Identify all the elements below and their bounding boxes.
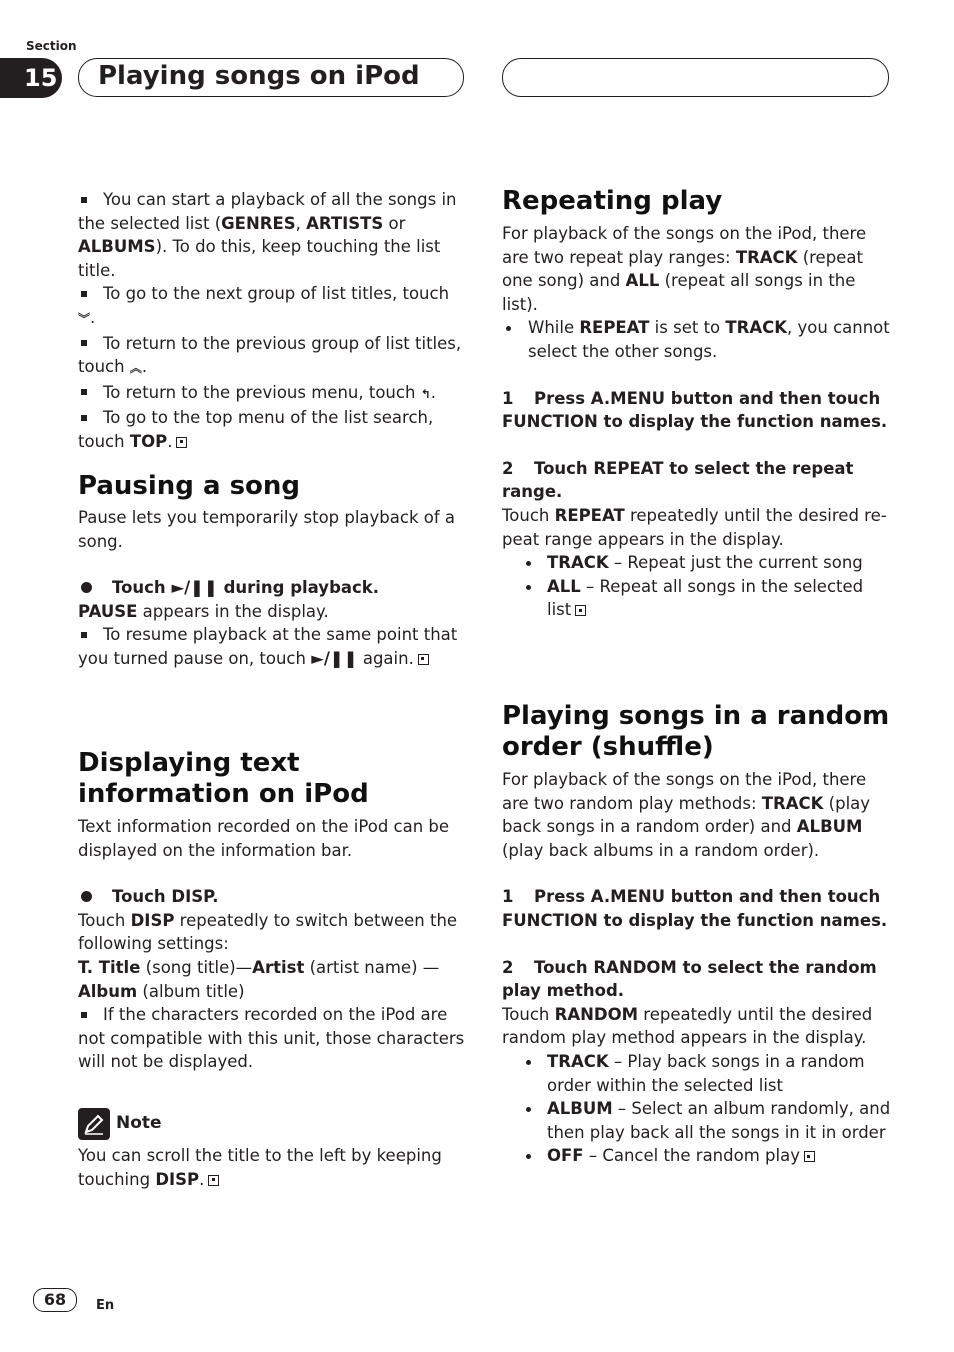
pausing-note: To resume playback at the same point that you turned pause on, touch ►/❚❚ again.: [78, 625, 458, 668]
square-bullet-icon: [81, 415, 87, 421]
repeat-bullet: While REPEAT is set to TRACK, you cannot select the other songs.: [502, 316, 892, 363]
section-number: 15: [0, 58, 62, 98]
display-step: Touch DISP.: [78, 885, 468, 909]
square-bullet-icon: [81, 197, 87, 203]
shuffle-touch: Touch RANDOM repeatedly until the desired random play method appears in the display.: [502, 1004, 873, 1048]
square-bullet-icon: [81, 1012, 87, 1018]
square-bullet-icon: [81, 632, 87, 638]
step-bullet-icon: [81, 582, 92, 593]
shuffle-desc: For playback of the songs on the iPod, there are two random play methods: TRACK (play back songs in a random order) and ALBUM (play back albums in a random order).: [502, 770, 871, 860]
square-bullet-icon: [81, 340, 87, 346]
pausing-step: Touch ►/❚❚ during playback.: [78, 576, 468, 600]
repeat-option-track: TRACK – Repeat just the current song: [502, 551, 892, 575]
step-bullet-icon: [81, 891, 92, 902]
intro-item: You can start a playback of all the songs in the selected list (GENRES, ARTISTS or ALBUMS). To do this, keep touching the list title.: [78, 190, 457, 280]
note-pencil-icon: [78, 1108, 110, 1140]
return-arrow-icon: ↰: [420, 386, 431, 401]
page-number: 68: [33, 1288, 77, 1312]
shuffle-step-1: 1 Press A.MENU button and then touch FUNCTION to display the function names.: [502, 887, 888, 930]
shuffle-step-2: 2 Touch RANDOM to select the random play method.: [502, 957, 877, 1001]
page-title: Playing songs on iPod: [98, 61, 420, 91]
heading-pausing: Pausing a song: [78, 471, 301, 501]
display-touch: Touch DISP repeatedly to switch between the following settings:: [78, 910, 458, 954]
repeat-step-2: 2 Touch REPEAT to select the repeat range.: [502, 458, 854, 502]
note-text: You can scroll the title to the left by keeping touching DISP.: [78, 1146, 442, 1189]
heading-repeat: Repeating play: [502, 186, 723, 216]
display-section: [78, 748, 468, 1074]
double-chevron-up-icon: ︽: [129, 361, 142, 376]
play-pause-icon: ►/❚❚: [311, 648, 358, 668]
square-bullet-icon: [81, 291, 87, 297]
section-label: Section: [26, 39, 77, 53]
pausing-desc: Pause lets you temporarily stop playback of a song.: [78, 508, 456, 551]
end-mark-icon: [804, 1151, 815, 1162]
repeat-touch: Touch REPEAT repeatedly until the desired re-peat range appears in the display.: [502, 505, 887, 549]
pausing-result: PAUSE appears in the display.: [78, 601, 329, 621]
double-chevron-down-icon: ︾: [78, 311, 91, 326]
square-bullet-icon: [81, 389, 87, 395]
header-right-frame: [502, 58, 889, 97]
note-section: [78, 1108, 468, 1191]
shuffle-option-track: TRACK – Play back songs in a random order within the selected list: [502, 1050, 892, 1097]
shuffle-option-album: ALBUM – Select an album randomly, and then play back all the songs in it in order: [502, 1097, 892, 1144]
left-column: [78, 188, 468, 454]
language-label: En: [96, 1298, 115, 1313]
repeat-step-1: 1 Press A.MENU button and then touch FUNCTION to display the function names.: [502, 388, 888, 432]
heading-shuffle: Playing songs in a random order (shuffle): [502, 701, 890, 762]
end-mark-icon: [176, 437, 187, 448]
end-mark-icon: [208, 1175, 219, 1186]
end-mark-icon: [418, 654, 429, 665]
heading-display: Displaying text information on iPod: [78, 748, 369, 809]
display-desc: Text information recorded on the iPod can be displayed on the information bar.: [78, 817, 450, 860]
display-settings: T. Title (song title)—Artist (artist name) —Album (album title): [78, 957, 440, 1001]
pausing-section: [78, 471, 468, 671]
intro-item: To go to the next group of list titles, touch ︾.: [78, 284, 450, 327]
shuffle-option-off: OFF – Cancel the random play: [502, 1144, 892, 1168]
play-pause-icon: ►/❚❚: [171, 578, 218, 598]
repeat-option-all: ALL – Repeat all songs in the selected list: [502, 575, 892, 622]
note-header: Note: [78, 1108, 468, 1140]
intro-item: To return to the previous group of list titles, touch ︽.: [78, 333, 462, 377]
end-mark-icon: [575, 605, 586, 616]
shuffle-section: [502, 701, 892, 1168]
intro-item: To go to the top menu of the list search, touch TOP.: [78, 408, 434, 451]
repeat-desc: For playback of the songs on the iPod, there are two repeat play ranges: TRACK (repeat one song) and ALL (repeat all songs in the list).: [502, 224, 867, 314]
intro-item: To return to the previous menu, touch ↰.: [78, 381, 468, 407]
display-compat: If the characters recorded on the iPod are not compatible with this unit, those characters will not be displayed.: [78, 1005, 465, 1072]
repeat-section: [502, 186, 892, 622]
